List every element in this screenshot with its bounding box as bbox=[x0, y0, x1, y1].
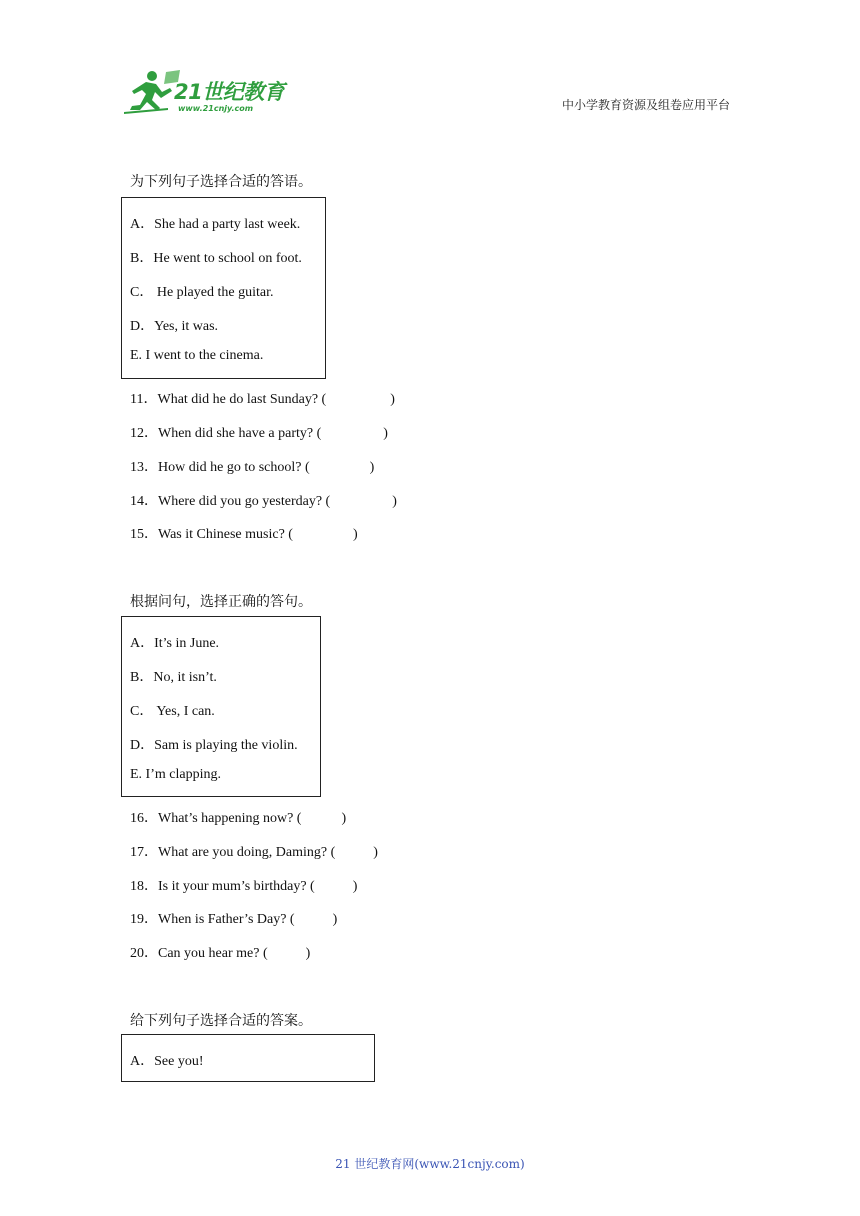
question-text: 12．When did she have a party? ( bbox=[130, 426, 322, 441]
question-16 bbox=[130, 807, 346, 827]
section-title: 根据问句，选择正确的答句。 bbox=[130, 594, 312, 610]
question-20 bbox=[130, 942, 310, 962]
question-text: 19．When is Father’s Day? ( bbox=[130, 912, 295, 927]
option-d: D．Sam is playing the violin. bbox=[130, 738, 298, 753]
question-13 bbox=[130, 456, 374, 476]
logo bbox=[122, 68, 292, 116]
page-header bbox=[0, 0, 860, 130]
section-title: 给下列句子选择合适的答案。 bbox=[130, 1013, 312, 1029]
question-text: 18．Is it your mum’s birthday? ( bbox=[130, 879, 315, 894]
options-box bbox=[121, 1034, 375, 1082]
runner-icon bbox=[122, 68, 182, 116]
question-text: 17．What are you doing, Daming? ( bbox=[130, 845, 336, 860]
question-17 bbox=[130, 841, 378, 861]
question-close: ) bbox=[305, 946, 311, 961]
option-a: A．It’s in June. bbox=[130, 636, 220, 651]
option-e: E. I’m clapping. bbox=[130, 767, 221, 782]
question-close: ) bbox=[332, 912, 338, 927]
option-e: E. I went to the cinema. bbox=[130, 348, 264, 363]
question-close: ) bbox=[341, 811, 347, 826]
question-text: 13．How did he go to school? ( bbox=[130, 460, 310, 475]
option-d: D．Yes, it was. bbox=[130, 319, 219, 334]
question-14 bbox=[130, 490, 397, 510]
section-title: 为下列句子选择合适的答语。 bbox=[130, 174, 312, 190]
question-11 bbox=[130, 388, 395, 408]
question-close: ) bbox=[369, 460, 375, 475]
logo-url: www.21cnjy.com bbox=[178, 104, 254, 113]
option-c: C． Yes, I can. bbox=[130, 704, 215, 719]
options-box bbox=[121, 197, 326, 379]
question-12 bbox=[130, 422, 388, 442]
question-close: ) bbox=[352, 879, 358, 894]
question-18 bbox=[130, 875, 357, 895]
page-footer: 21 世纪教育网(www.21cnjy.com) bbox=[335, 1157, 525, 1171]
option-b: B．He went to school on foot. bbox=[130, 251, 302, 266]
option-a: A．See you! bbox=[130, 1054, 204, 1069]
option-b: B．No, it isn’t. bbox=[130, 670, 217, 685]
options-box bbox=[121, 616, 321, 797]
question-15 bbox=[130, 523, 358, 543]
question-text: 15．Was it Chinese music? ( bbox=[130, 527, 293, 542]
logo-text: 21世纪教育 bbox=[174, 80, 285, 104]
question-text: 16．What’s happening now? ( bbox=[130, 811, 302, 826]
option-a: A．She had a party last week. bbox=[130, 217, 301, 232]
question-close: ) bbox=[383, 426, 388, 441]
question-text: 14．Where did you go yesterday? ( bbox=[130, 494, 331, 509]
option-c: C． He played the guitar. bbox=[130, 285, 274, 300]
question-text: 11．What did he do last Sunday? ( bbox=[130, 392, 327, 407]
question-close: ) bbox=[392, 494, 397, 509]
question-close: ) bbox=[373, 845, 378, 860]
question-close: ) bbox=[390, 392, 395, 407]
question-close: ) bbox=[352, 527, 358, 542]
question-19 bbox=[130, 908, 337, 928]
question-text: 20．Can you hear me? ( bbox=[130, 946, 268, 961]
header-platform-text: 中小学教育资源及组卷应用平台 bbox=[561, 98, 730, 112]
